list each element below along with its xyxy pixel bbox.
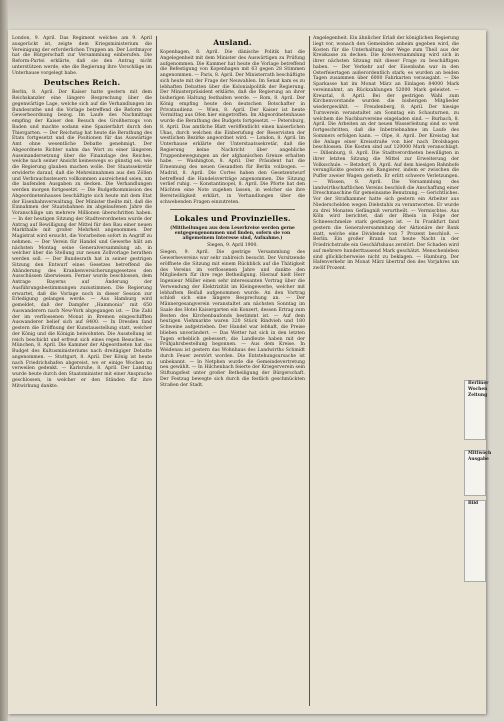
book-binding [0, 0, 8, 721]
lokales-dateline: Siegen, 9. April 1900. [207, 243, 258, 249]
adjacent-page-clip [464, 380, 489, 440]
section-heading-ausland: Ausland. [213, 38, 252, 47]
column-1 [12, 36, 152, 389]
scanner-background [0, 0, 504, 30]
column-2-body: Kopenhagen, 8. April. Die dänische Politik hat die Angelegenheit mit dem Minister des Auswärtigen zu Prüfung aufgenommen. Die Kammer hat heute die Vorlage betreffend die Befestigung von Kopenhagen mit 63 gegen 28 Stimmen angenommen. — Paris, 8. April. Der Ministerrath beschäftigte sich heute mit der Frage der Neuwahlen. Im Senat kam es zu lebhaften Debatten über die Kolonialpolitik der Regierung. Der Ministerpräsident erklärte, daß die Regierung an ihrer bisherigen Haltung festhalten werde. — Rom, 8. April. Der König empfing heute den deutschen Botschafter in Privataudienz. — Wien, 8. April. Der Kaiser ist heute Vormittag aus Ofen hier eingetroffen. Im Abgeordnetenhause wurde die Berathung des Budgets fortgesetzt. — Petersburg, 8. April. Das amtliche Blatt veröffentlicht einen kaiserlichen Ukas, durch welchen die Einberufung der Reservisten der westlichen Bezirke angeordnet wird. — London, 8. April. Im Unterhause erklärte der Unterstaatssekretär, daß die Regierung keine Nachricht über angebliche Truppenbewegungen an der afghanischen Grenze erhalten habe. — Washington, 8. April. Der Präsident hat die Ernennung des neuen Gesandten für Berlin vollzogen. — Madrid, 8. April. Die Cortes haben den Gesetzentwurf betreffend die Handelsverträge angenommen. Die Sitzung verlief ruhig. — Konstantinopel, 8. April. Die Pforte hat den Mächten eine Note zugehen lassen, in welcher sie ihre Bereitwilligkeit erklärt, in Verhandlungen über die schwebenden Fragen einzutreten. [160, 50, 305, 205]
column-rule [156, 36, 157, 706]
section-heading-deutsches-reich: Deutsches Reich. [43, 78, 121, 88]
column-2-local-body: Siegen, 9. April. Die gestrige Versammlung des Gewerbevereins war sehr zahlreich besucht. Der Vorsitzende eröffnete die Sitzung mit einem Rückblick auf die Thätigkeit des Vereins im verflossenen Jahre und dankte den Mitgliedern für ihre rege Betheiligung. Hierauf hielt Herr Ingenieur Müller einen sehr interessanten Vortrag über die Verwendung der Elektrizität im Kleingewerbe, welcher mit lebhaftem Beifall aufgenommen wurde. An den Vortrag schloß sich eine längere Besprechung an. — Der Männergesangverein veranstaltet am nächsten Sonntag im Saale des Hotel Kaisergarten ein Konzert, dessen Ertrag zum Besten des Kirchenbaufonds bestimmt ist. — Auf dem heutigen Viehmarkte waren 320 Stück Rindvieh und 180 Schweine aufgetrieben. Der Handel war lebhaft, die Preise blieben unverändert. — Das Wetter hat sich in den letzten Tagen erheblich gebessert; die Landleute haben mit der Frühjahrsbestellung begonnen. — Aus dem Kreise. In Weidenau ist gestern das Wohnhaus des Landwirths Schmidt durch Feuer zerstört worden. Die Entstehungsursache ist unbekannt. — In Netphen wurde die Gemeindevertretung neu gewählt. — In Hilchenbach feierte der Kriegerverein sein Stiftungsfest unter großer Betheiligung der Bürgerschaft. Der Festzug bewegte sich durch die festlich geschmückten Straßen der Stadt. [160, 250, 305, 388]
column-1-top-text: London, 9. April. Das Regiment welches am 9. April ausgerückt ist, zeigte dem Kriegsministerium die Vereinigung der erforderlichen Truppen an. Der Lordmayor hat die Bürgerschaft zur Versammlung einberufen. Die Reform-Partei erklärte, daß sie den Antrag nicht unterstützen werde, ehe die Regierung ihre Vorschläge im Unterhause vorgelegt habe. [12, 36, 152, 76]
section-divider [170, 209, 295, 210]
column-3-body: Angelegenheit. Ein ähnlicher Erlaß der königlichen Regierung liegt vor, wonach den Gemeinden anheim gegeben wird, die Kosten für die Unterhaltung der Wege zum Theil aus der Kreiskasse zu decken. Die Kreisversammlung wird sich in ihrer nächsten Sitzung mit dieser Frage zu beschäftigen haben. — Der Verkehr auf der Eisenbahn war in den Osterfeiertagen außerordentlich stark; es wurden an beiden Tagen zusammen über 6000 Fahrkarten verausgabt. — Die Sparkasse hat im Monat März an Einlagen 84000 Mark vereinnahmt, an Rückzahlungen 52000 Mark geleistet. — Kreuztal, 8. April. Bei der gestrigen Wahl zum Kirchenvorstande wurden die bisherigen Mitglieder wiedergewählt. — Freudenberg, 8. April. Der hiesige Turnverein veranstaltet am Sonntag ein Schauturnen, zu welchem die Nachbarvereine eingeladen sind. — Burbach, 8. April. Die Arbeiten an der neuen Wasserleitung sind so weit fortgeschritten, daß die Inbetriebnahme im Laufe des Sommers erfolgen kann. — Olpe, 8. April. Der Kreistag hat die Anlage einer Kreisstraße von hier nach Drolshagen beschlossen. Die Kosten sind auf 120000 Mark veranschlagt. — Dillenburg, 8. April. Die Stadtverordneten bewilligten in ihrer letzten Sitzung die Mittel zur Erweiterung der Volksschule. — Betzdorf, 8. April. Auf dem hiesigen Bahnhofe verunglückte gestern ein Rangierer, indem er zwischen die Puffer zweier Wagen gerieth. Er erlitt schwere Verletzungen. — Wissen, 8. April. Die Versammlung des landwirthschaftlichen Vereins beschloß die Anschaffung einer Dreschmaschine für gemeinsame Benutzung. — Gerichtliches. Vor der Strafkammer hatte sich gestern ein Arbeiter aus Niederschelden wegen Diebstahls zu verantworten. Er wurde zu drei Monaten Gefängniß verurtheilt. — Vermischtes. Aus Köln wird berichtet, daß der Rhein in Folge der Schneeschmelze stark gestiegen ist. — In Frankfurt fand gestern die Generalversammlung der Aktionäre der Bank statt, welche eine Dividende von 7 Prozent beschloß. — Berlin. Ein großer Brand hat heute Nacht in der Friedrichstraße ein Geschäftshaus zerstört. Der Schaden wird auf mehrere hunderttausend Mark geschätzt. Menschenleben sind glücklicherweise nicht zu beklagen. — Hamburg. Der Hafenverkehr im Monat März übertraf den des Vorjahres um zwölf Prozent. [313, 36, 459, 271]
clip-text: Ausgabe [468, 457, 489, 462]
clip-text: Bild [468, 501, 479, 506]
clip-text: Mittwoch [468, 451, 492, 456]
column-rule [309, 36, 310, 706]
newspaper-page [8, 30, 492, 714]
section-heading-lokales: Lokales und Provinzielles. [174, 214, 291, 224]
column-2 [160, 36, 305, 388]
clip-text: Berliner [468, 381, 489, 386]
lokales-subheading: (Mittheilungen aus dem Leserkreise werden gerne entgegengenommen und finden, sofern sie von allgemeinem Interesse sind, Aufnahme.) [170, 226, 295, 242]
clip-text: Wochen [468, 387, 488, 392]
adjacent-page-clip [464, 500, 486, 582]
adjacent-page-clip [464, 450, 492, 496]
column-1-body: Berlin, 8. April. Der Kaiser hatte gestern mit dem Reichskanzler eine längere Besprechung über die gegenwärtige Lage, welche sich auf die Verhandlungen im Bundesrathe und die Vorlage betreffend die Reform der Gewerbeordnung bezog. Im Laufe des Nachmittags empfing der Kaiser den Besuch des Großherzogs von Baden und machte sodann eine Spazierfahrt durch den Thiergarten. — Der Reichstag hat heute die Berathung des Etats fortgesetzt und die Positionen für das Auswärtige Amt ohne wesentliche Debatte genehmigt. Der Abgeordnete Richter nahm das Wort zu einer längeren Auseinandersetzung über die Finanzlage des Reiches, welche nach seiner Ansicht keineswegs so günstig sei, wie die Regierung glauben machen wolle. Der Staatssekretär erwiderte darauf, daß die Mehreinnahmen aus den Zöllen und Verbrauchssteuern vollkommen ausreichend seien, um die laufenden Ausgaben zu decken. Die Verhandlungen werden morgen fortgesetzt. — Die Budgetkommission des Abgeordnetenhauses beschäftigte sich heute mit dem Etat der Eisenbahnverwaltung. Der Minister theilte mit, daß die Einnahmen der Staatsbahnen im abgelaufenen Jahre die Voranschläge um mehrere Millionen überschritten haben. — In der heutigen Sitzung der Stadtverordneten wurde der Antrag auf Bewilligung der Mittel für den Bau einer neuen Markthalle mit großer Mehrheit angenommen. Der Magistrat wird ersucht, die Vorarbeiten sofort in Angriff zu nehmen. — Der Verein für Handel und Gewerbe hält am nächsten Montag seine Generalversammlung ab, in welcher über die Stellung zur neuen Zollvorlage berathen werden soll. — Der Bundesrath hat in seiner gestrigen Sitzung den Entwurf eines Gesetzes betreffend die Abänderung des Krankenversicherungsgesetzes den Ausschüssen überwiesen. Ferner wurde beschlossen, dem Antrage Bayerns auf Änderung der Ausführungsbestimmungen zuzustimmen. Die Regierung erwartet, daß die Vorlage noch in dieser Session zur Erledigung gelangen werde. — Aus Hamburg wird gemeldet, daß der Dampfer „Hammonia“ mit 650 Auswanderern nach New-York abgegangen ist. — Die Zahl der im verflossenen Monat in Bremen eingeschifften Auswanderer belief sich auf 8400. — In Dresden fand gestern die Eröffnung der Kunstausstellung statt, welcher der König und die Königin beiwohnten. Die Ausstellung ist reich beschickt und erfreut sich eines regen Besuches. — München, 8. April. Die Kammer der Abgeordneten hat das Budget des Kultusministeriums nach dreitägiger Debatte angenommen. — Stuttgart, 8. April. Der König ist heute nach Friedrichshafen abgereist, wo er einige Wochen zu verweilen gedenkt. — Karlsruhe, 8. April. Der Landtag wurde heute durch den Staatsminister mit einer Ansprache geschlossen, in welcher er den Ständen für ihre Mitwirkung dankte. [12, 90, 152, 389]
column-3 [313, 36, 459, 272]
clip-text: Zeitung [468, 393, 488, 398]
